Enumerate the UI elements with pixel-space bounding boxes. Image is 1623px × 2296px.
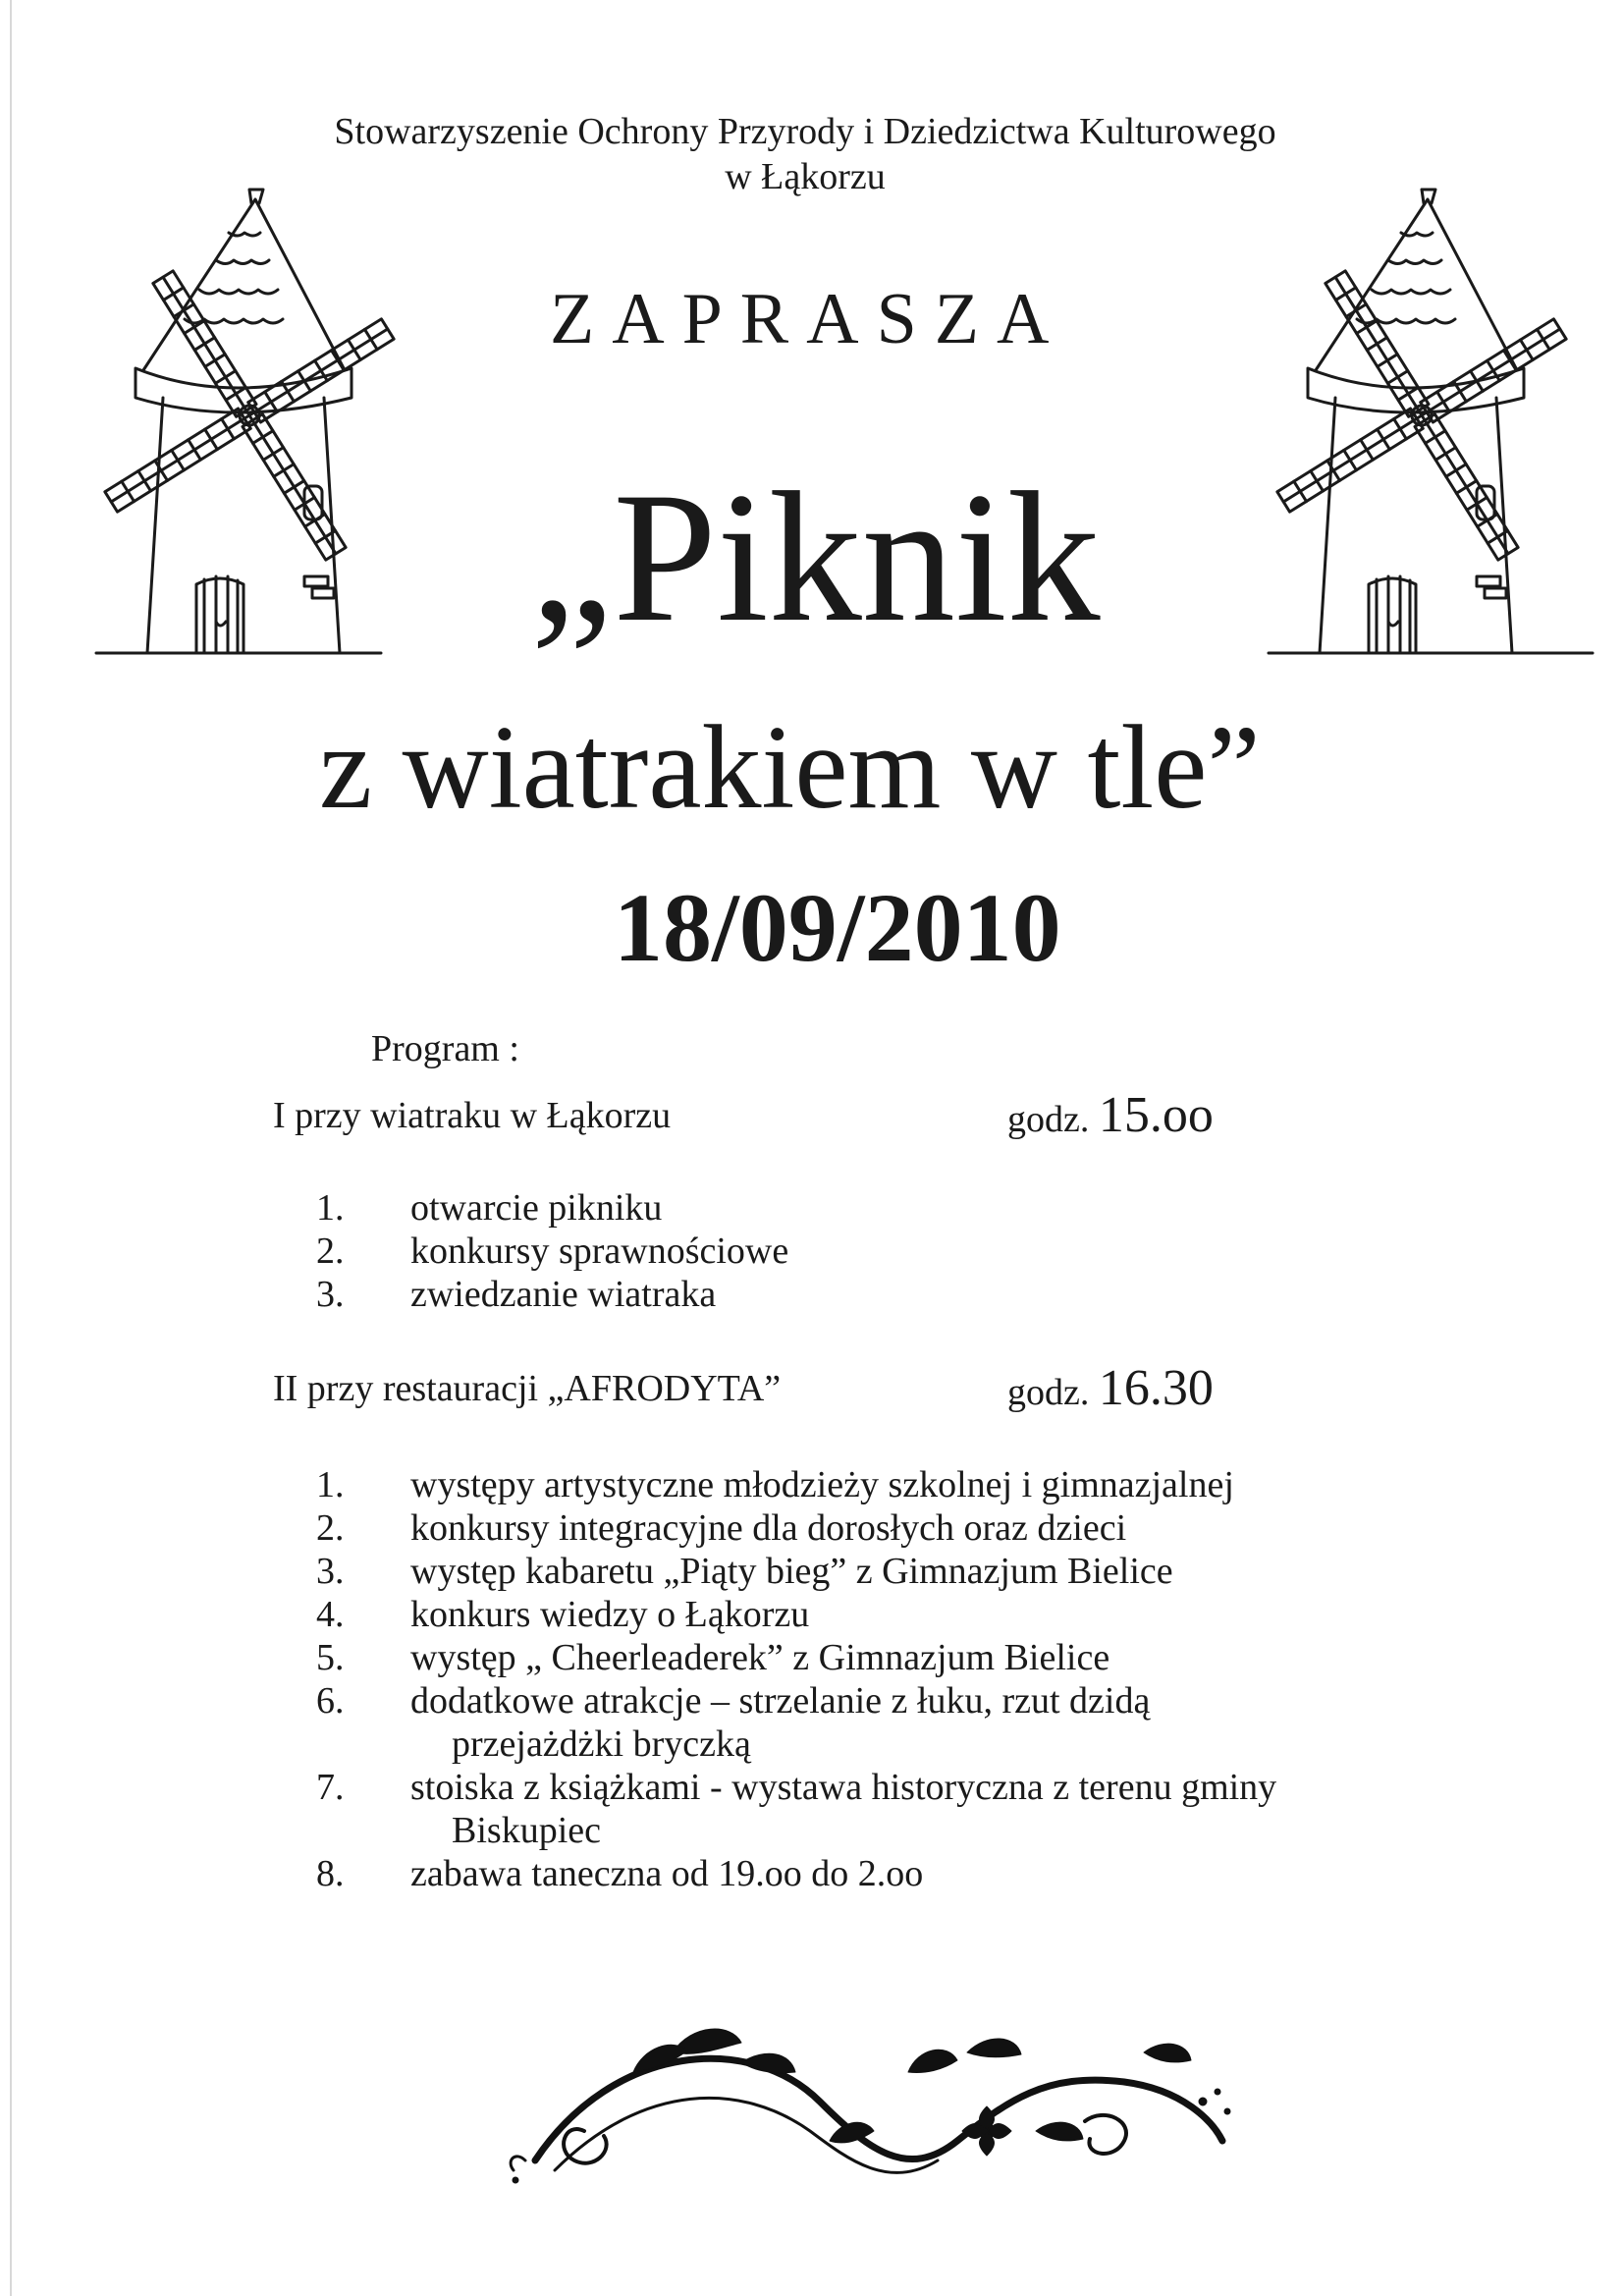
event-subtitle: z wiatrakiem w tle” [319, 701, 1261, 834]
time-prefix: godz. [1007, 1372, 1090, 1413]
time-value: 15.oo [1098, 1087, 1214, 1143]
item-text: konkursy integracyjne dla dorosłych oraz dzieci [410, 1507, 1127, 1549]
program-section-2 [273, 1360, 1255, 1416]
item-number: 3. [316, 1274, 345, 1315]
section-time [1007, 1360, 1214, 1416]
floral-ornament-icon [496, 2013, 1242, 2200]
list-item [304, 1766, 1384, 1852]
section-location: I przy wiatraku w Łąkorzu [273, 1095, 672, 1136]
item-text: konkursy sprawnościowe [410, 1230, 789, 1272]
program-heading: Program : [371, 1028, 519, 1069]
item-text: występ kabaretu „Piąty bieg” z Gimnazjum Bielice [410, 1551, 1173, 1592]
list-item [304, 1230, 1384, 1273]
item-number: 3. [316, 1551, 345, 1592]
item-text: otwarcie pikniku [410, 1187, 663, 1229]
item-text: konkurs wiedzy o Łąkorzu [410, 1594, 810, 1635]
item-number: 8. [316, 1853, 345, 1894]
scan-edge-line [10, 0, 12, 2296]
list-item [304, 1636, 1384, 1679]
program-list-2 [304, 1463, 1384, 1895]
program-list-1 [304, 1186, 1384, 1316]
item-text: zwiedzanie wiatraka [410, 1274, 717, 1315]
item-number: 1. [316, 1464, 345, 1505]
item-text: występy artystyczne młodzieży szkolnej i gimnazjalnej [410, 1464, 1234, 1505]
list-item [304, 1186, 1384, 1230]
item-number: 7. [316, 1767, 345, 1808]
event-date: 18/09/2010 [614, 873, 1061, 982]
invite-heading: ZAPRASZA [550, 279, 1067, 359]
organization-location: w Łąkorzu [725, 156, 886, 197]
organization-name: Stowarzyszenie Ochrony Przyrody i Dziedzictwa Kulturowego [334, 111, 1276, 152]
item-text: zabawa taneczna od 19.oo do 2.oo [410, 1853, 924, 1894]
item-number: 4. [316, 1594, 345, 1635]
item-text: dodatkowe atrakcje – strzelanie z łuku, rzut dzidą [410, 1680, 1151, 1722]
list-item [304, 1679, 1384, 1766]
item-number: 2. [316, 1230, 345, 1272]
item-continuation: przejażdżki bryczką [452, 1723, 751, 1765]
item-continuation: Biskupiec [452, 1810, 601, 1851]
item-number: 1. [316, 1187, 345, 1229]
section-location: II przy restauracji „AFRODYTA” [273, 1368, 782, 1409]
item-text: stoiska z książkami - wystawa historyczna z terenu gminy [410, 1767, 1277, 1808]
windmill-icon [1200, 182, 1622, 683]
item-number: 6. [316, 1680, 345, 1722]
list-item [304, 1273, 1384, 1316]
item-number: 5. [316, 1637, 345, 1678]
time-value: 16.30 [1098, 1360, 1214, 1416]
time-prefix: godz. [1007, 1099, 1090, 1140]
list-item [304, 1463, 1384, 1506]
list-item [304, 1506, 1384, 1550]
item-text: występ „ Cheerleaderek” z Gimnazjum Bielice [410, 1637, 1110, 1678]
program-section-1 [273, 1087, 1255, 1143]
event-title: „Piknik [530, 455, 1101, 661]
section-time [1007, 1087, 1214, 1143]
list-item [304, 1593, 1384, 1636]
windmill-icon [27, 182, 450, 683]
list-item [304, 1852, 1384, 1895]
item-number: 2. [316, 1507, 345, 1549]
list-item [304, 1550, 1384, 1593]
